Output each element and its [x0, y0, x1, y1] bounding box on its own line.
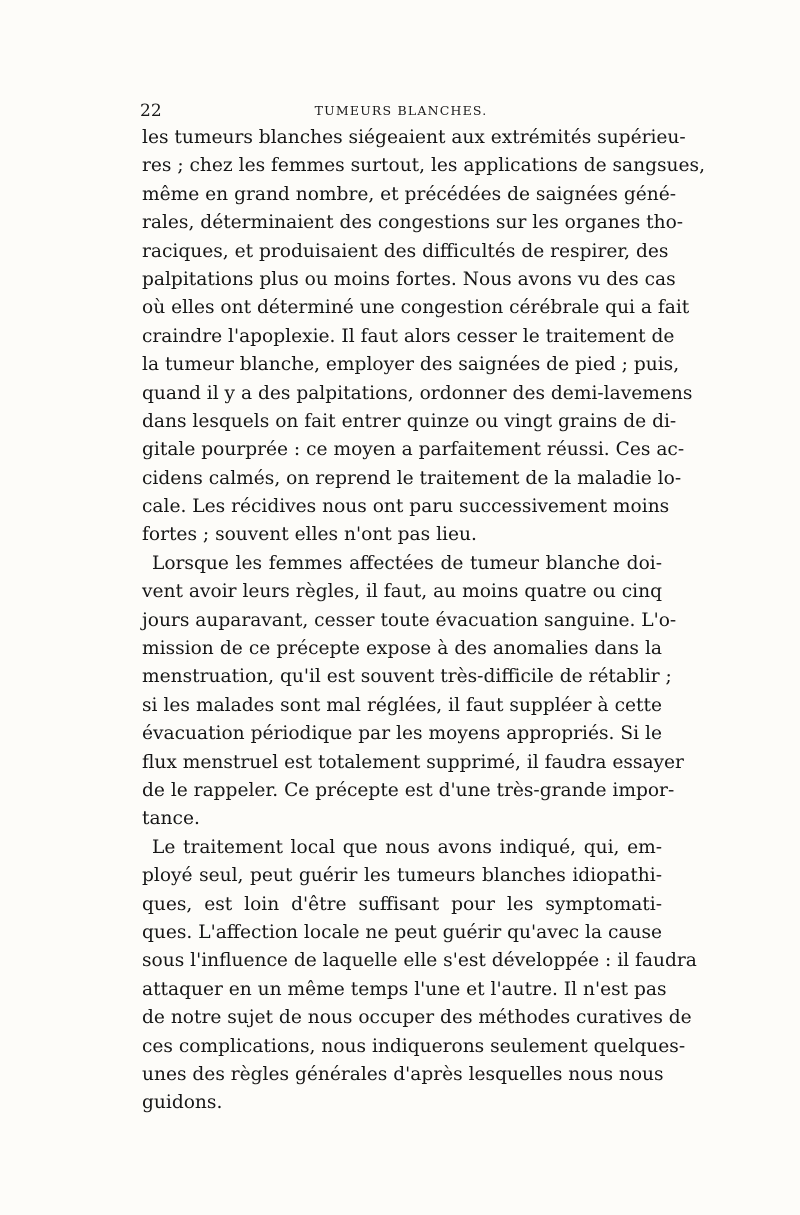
- text-line: de le rappeler. Ce précepte est d'une très-grande impor-: [142, 779, 675, 801]
- text-line: jours auparavant, cesser toute évacuation sanguine. L'o-: [142, 609, 677, 631]
- text-line: flux menstruel est totalement supprimé, il faudra essayer: [142, 751, 684, 773]
- text-line: craindre l'apoplexie. Il faut alors cesser le traitement de: [142, 325, 675, 347]
- text-line: vent avoir leurs règles, il faut, au moins quatre ou cinq: [142, 581, 662, 603]
- text-line: la tumeur blanche, employer des saignées de pied ; puis,: [142, 354, 680, 376]
- text-line: évacuation périodique par les moyens appropriés. Si le: [142, 723, 662, 745]
- text-line: de notre sujet de nous occuper des méthodes curatives de: [142, 1007, 692, 1029]
- text-line: ployé seul, peut guérir les tumeurs blanches idiopathi-: [142, 865, 662, 887]
- paragraph-start-line: Le traitement local que nous avons indiqué, qui, em-: [152, 836, 662, 858]
- paragraph-end-line: guidons.: [142, 1092, 223, 1114]
- text-line: dans lesquels on fait entrer quinze ou vingt grains de di-: [142, 410, 677, 432]
- text-line: gitale pourprée : ce moyen a parfaitement réussi. Ces ac-: [142, 439, 685, 461]
- text-line: cidens calmés, on reprend le traitement de la maladie lo-: [142, 467, 682, 489]
- text-line: quand il y a des palpitations, ordonner des demi-lavemens: [142, 382, 693, 404]
- text-line: même en grand nombre, et précédées de saignées géné-: [142, 183, 677, 205]
- paragraph-start-line: Lorsque les femmes affectées de tumeur blanche doi-: [152, 552, 662, 574]
- paragraph-end-line: tance.: [142, 808, 200, 830]
- text-line: si les malades sont mal réglées, il faut suppléer à cette: [142, 694, 662, 716]
- text-line: attaquer en un même temps l'une et l'autre. Il n'est pas: [142, 978, 667, 1000]
- text-line: cale. Les récidives nous ont paru successivement moins: [142, 496, 670, 518]
- running-title: TUMEURS BLANCHES.: [314, 103, 488, 118]
- text-line: sous l'influence de laquelle elle s'est développée : il faudra: [142, 950, 697, 972]
- text-line: rales, déterminaient des congestions sur les organes tho-: [142, 212, 684, 234]
- text-line: mission de ce précepte expose à des anomalies dans la: [142, 638, 662, 660]
- body-text: [142, 124, 705, 1118]
- page-number: 22: [140, 101, 162, 121]
- text-line: palpitations plus ou moins fortes. Nous avons vu des cas: [142, 268, 676, 290]
- page-header: [140, 101, 662, 125]
- text-line: res ; chez les femmes surtout, les applications de sangsues,: [142, 155, 705, 177]
- text-line: ques, est loin d'être suffisant pour les symptomati-: [142, 893, 662, 915]
- text-line: raciques, et produisaient des difficultés de respirer, des: [142, 240, 669, 262]
- text-line: unes des règles générales d'après lesquelles nous nous: [142, 1063, 664, 1085]
- paragraph-end-line: fortes ; souvent elles n'ont pas lieu.: [142, 524, 477, 546]
- text-line: ques. L'affection locale ne peut guérir qu'avec la cause: [142, 921, 662, 943]
- text-line: ces complications, nous indiquerons seulement quelques-: [142, 1035, 686, 1057]
- text-line: menstruation, qu'il est souvent très-difficile de rétablir ;: [142, 666, 672, 688]
- text-line: les tumeurs blanches siégeaient aux extrémités supérieu-: [142, 127, 686, 148]
- text-line: où elles ont déterminé une congestion cérébrale qui a fait: [142, 297, 690, 319]
